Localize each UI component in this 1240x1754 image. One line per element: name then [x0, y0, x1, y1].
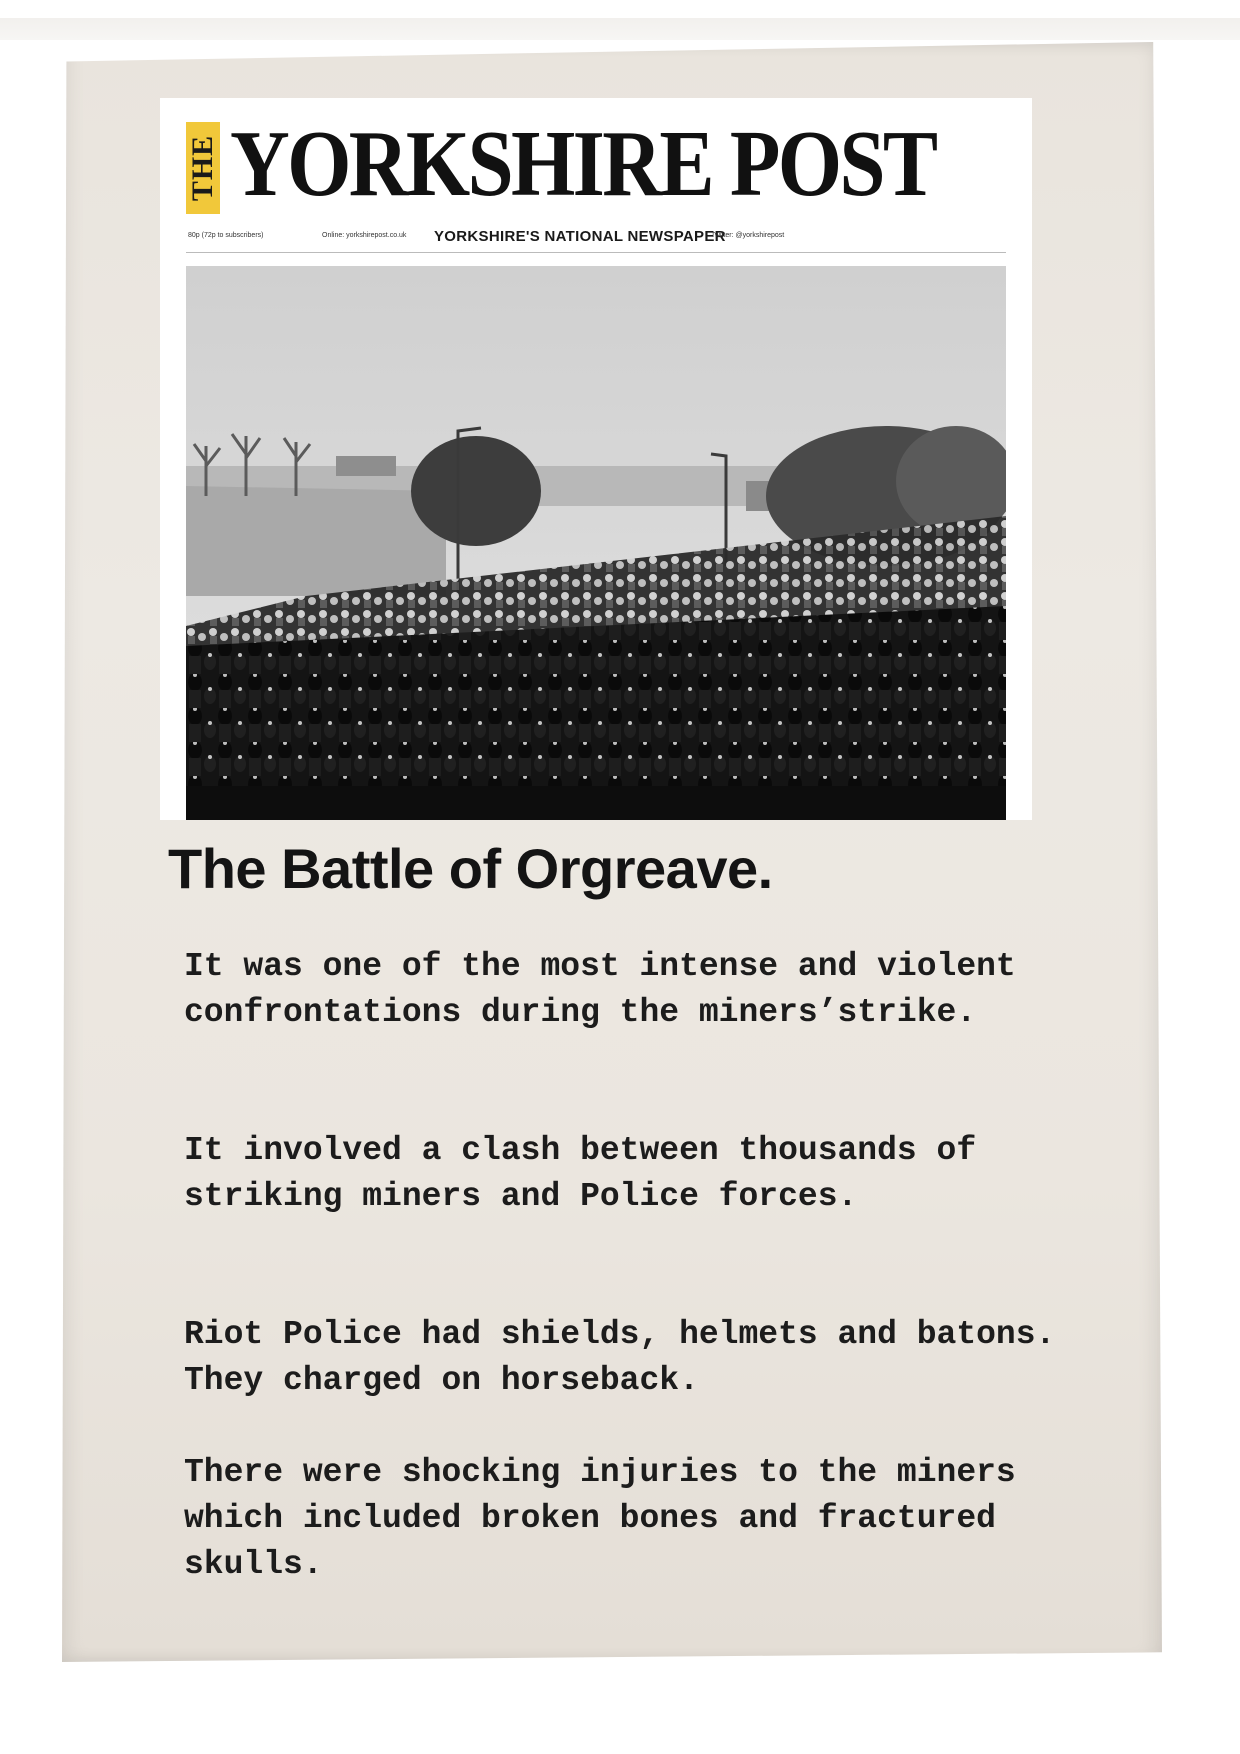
article-paragraph: It involved a clash between thousands of striking miners and Police forces. — [184, 1132, 977, 1215]
article-headline: The Battle of Orgreave. — [168, 837, 773, 900]
the-label: THE — [186, 134, 220, 202]
masthead — [160, 98, 1032, 820]
price-note: 80p (72p to subscribers) — [188, 232, 264, 239]
newspaper-title: YORKSHIRE POST — [230, 112, 936, 216]
crowd-photo-image — [186, 266, 1006, 820]
top-strip — [0, 18, 1240, 40]
article-paragraph: It was one of the most intense and violent confrontations during the miners’strike. — [184, 948, 1016, 1031]
article-paragraph: There were shocking injuries to the miners which included broken bones and fractured skulls. — [184, 1454, 1016, 1583]
online-note: Online: yorkshirepost.co.uk — [322, 232, 407, 239]
front-page-photo — [186, 266, 1006, 820]
the-badge — [186, 122, 220, 214]
twitter-note: Twitter: @yorkshirepost — [711, 232, 785, 239]
masthead-info-line — [186, 226, 1006, 253]
tagline: YORKSHIRE'S NATIONAL NEWSPAPER — [434, 228, 726, 245]
article-paragraph: Riot Police had shields, helmets and batons. They charged on horseback. — [184, 1316, 1056, 1399]
